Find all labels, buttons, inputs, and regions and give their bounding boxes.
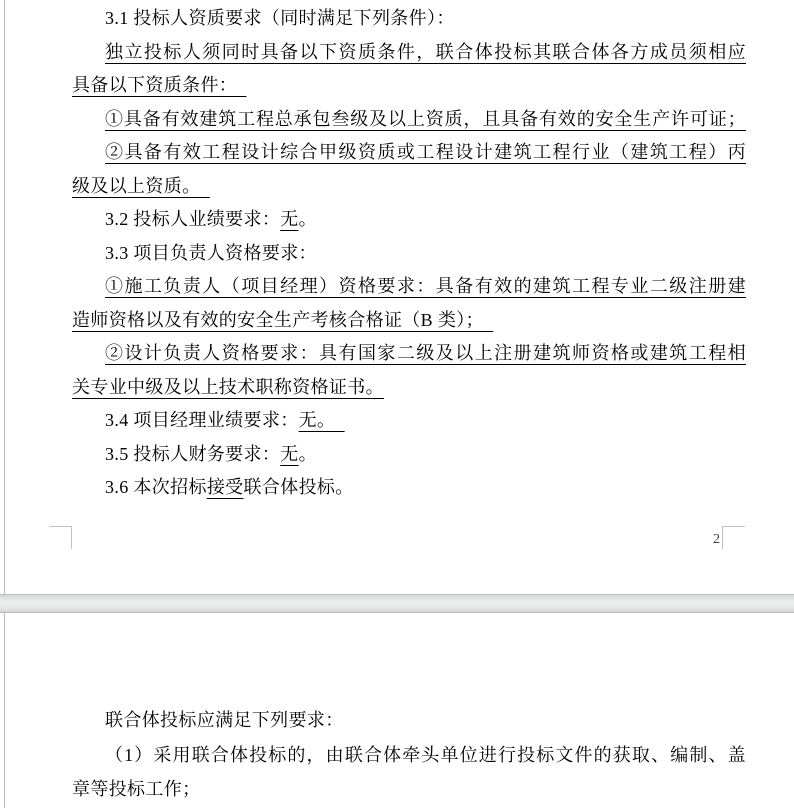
margin-crop-mark-bottom-left	[49, 526, 72, 549]
page-number: 2	[713, 532, 720, 547]
text-segment: 3.2 投标人业绩要求：	[105, 209, 281, 229]
page-1-text-block[interactable]	[72, 2, 746, 505]
underlined-text-segment: 独立投标人须同时具备以下资质条件，联合体投标其联合体各方成员须相应	[105, 41, 746, 62]
underlined-text-segment: 造师资格以及有效的安全生产考核合格证（B 类）；	[72, 309, 494, 330]
text-line[interactable]	[72, 738, 746, 773]
text-segment: 联合体投标。	[243, 477, 354, 497]
text-line[interactable]	[72, 270, 746, 304]
text-segment: （1）采用联合体投标的，由联合体牵头单位进行投标文件的获取、编制、盖	[105, 744, 746, 765]
text-segment: 3.4 项目经理业绩要求：	[105, 410, 299, 430]
text-line[interactable]	[72, 203, 746, 237]
underlined-text-segment: ①施工负责人（项目经理）资格要求：具备有效的建筑工程专业二级注册建	[105, 276, 746, 296]
page-left-edge-line	[4, 0, 5, 594]
text-line[interactable]	[72, 337, 746, 371]
text-line[interactable]	[72, 772, 746, 807]
underlined-text-segment: ①具备有效建筑工程总承包叁级及以上资质，且具备有效的安全生产许可证；	[105, 108, 746, 129]
page-2-text-block[interactable]	[72, 703, 746, 807]
text-line[interactable]	[72, 69, 746, 103]
page-break-gap	[0, 594, 794, 613]
text-line[interactable]	[72, 471, 746, 505]
document-page-2[interactable]	[0, 613, 794, 808]
text-segment: 。	[298, 209, 317, 229]
page-left-edge-line	[4, 613, 5, 808]
text-segment: 章等投标工作；	[72, 779, 201, 799]
underlined-text-segment: 级及以上资质。	[72, 175, 210, 196]
text-segment: 3.1 投标人资质要求（同时满足下列条件）：	[105, 8, 455, 28]
underlined-text-segment: 无	[280, 443, 299, 464]
text-line[interactable]	[72, 36, 746, 70]
underlined-text-segment: 无。	[298, 410, 345, 430]
text-line[interactable]	[72, 371, 746, 405]
text-line[interactable]	[72, 170, 746, 204]
text-segment: 。	[298, 443, 317, 464]
underlined-text-segment: ②设计负责人资格要求：具有国家二级及以上注册建筑师资格或建筑工程相	[105, 343, 746, 363]
underlined-text-segment: 无	[280, 209, 299, 229]
text-line[interactable]	[72, 2, 746, 36]
text-segment: 3.3 项目负责人资格要求：	[105, 242, 317, 263]
text-line[interactable]	[72, 304, 746, 338]
text-line[interactable]	[72, 438, 746, 472]
text-line[interactable]	[72, 404, 746, 438]
text-line[interactable]	[72, 136, 746, 170]
margin-crop-mark-bottom-right	[722, 526, 745, 549]
text-segment: 3.6 本次招标	[105, 477, 207, 497]
underlined-text-segment: 关专业中级及以上技术职称资格证书。	[72, 376, 384, 397]
text-line[interactable]	[72, 703, 746, 738]
text-line[interactable]	[72, 103, 746, 137]
text-segment: 3.5 投标人财务要求：	[105, 443, 281, 464]
underlined-text-segment: 接受	[206, 477, 244, 497]
underlined-text-segment: ②具备有效工程设计综合甲级资质或工程设计建筑工程行业（建筑工程）丙	[105, 142, 746, 162]
text-segment: 联合体投标应满足下列要求：	[105, 710, 344, 730]
underlined-text-segment: 具备以下资质条件：	[72, 75, 247, 95]
text-line[interactable]	[72, 237, 746, 271]
